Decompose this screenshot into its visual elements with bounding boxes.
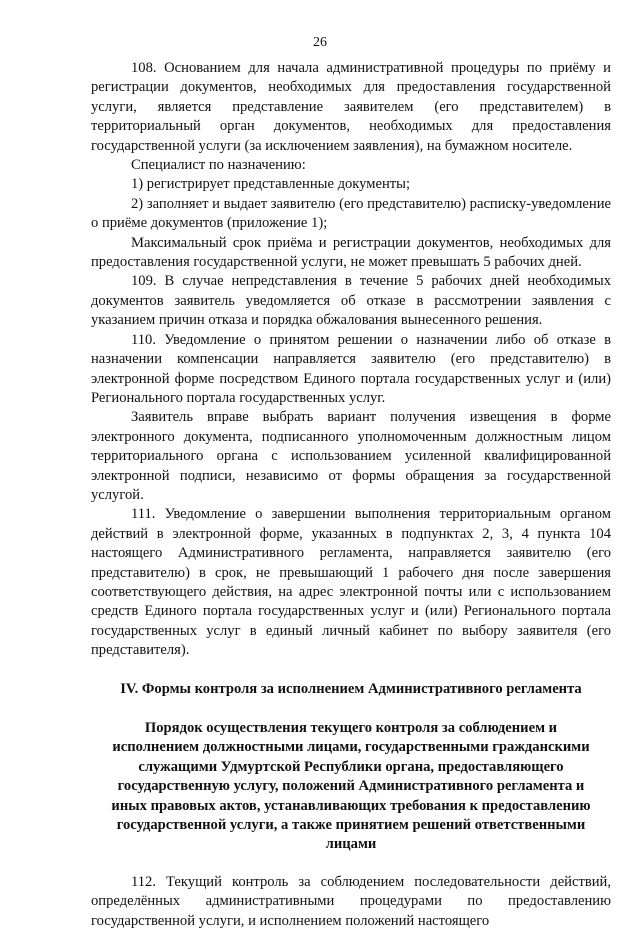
paragraph-110: 110. Уведомление о принятом решении о назначении либо об отказе в назначении компенсации направляется заявителю (его представителю) в электронной форме посредством Единого портала государственных услуг и (или) Регионального портала государственных услуг. [91,331,611,406]
paragraph-109: 109. В случае непредставления в течение 5 рабочих дней необходимых документов заявитель уведомляется об отказе в рассмотрении заявления с указанием причин отказа и порядка обжалования вынесенного решения. [91,273,611,329]
list-item-1: 1) регистрирует представленные документы; [131,176,411,193]
document-body [91,59,611,931]
page-number: 26 [313,35,327,50]
paragraph-108: 108. Основанием для начала административной процедуры по приёму и регистрации документов, необходимых для предоставления государственной услуги, является представление заявителем (его представителем) в территориальный орган документов, необходимых для предоставления государственной услуги (за исключением заявления), на бумажном носителе. [91,60,611,154]
paragraph-112: 112. Текущий контроль за соблюдением последовательности действий, определённых административными процедурами по предоставлению государственной услуги, и исполнением положений настоящего [91,873,611,929]
subsection-heading: Порядок осуществления текущего контроля за соблюдением и исполнением должностными лицами, государственными гражданскими служащими Удмуртской Республики органа, предоставляющего государственную услугу, положений Административного регламента и иных правовых актов, устанавливающих требования к предоставлению государственной услуги, а также принятием решений ответственными лицами [111,720,591,853]
paragraph-applicant-choice: Заявитель вправе выбрать вариант получения извещения в форме электронного документа, подписанного уполномоченным должностным лицом территориального органа с использованием усиленной квалифицированной электронной подписи, независимо от формы обращения за государственной услугой. [91,409,611,503]
paragraph-specialist: Специалист по назначению: [131,157,306,174]
paragraph-max-term: Максимальный срок приёма и регистрации документов, необходимых для предоставления государственной услуги, не может превышать 5 рабочих дней. [91,234,611,271]
list-item-2: 2) заполняет и выдает заявителю (его представителю) расписку-уведомление о приёме документов (приложение 1); [91,195,611,232]
section-heading: IV. Формы контроля за исполнением Административного регламента [120,680,582,697]
paragraph-111: 111. Уведомление о завершении выполнения территориальным органом действий в электронной форме, указанных в подпунктах 2, 3, 4 пункта 104 настоящего Административного регламента, направляется заявителю (его представителю) в срок, не превышающий 1 рабочего дня после завершения соответствующего действия, на адрес электронной почты или с использованием средств Единого портала государственных услуг и (или) Регионального портала государственных услуг в единый личный кабинет по выбору заявителя (его представителя). [91,506,611,659]
